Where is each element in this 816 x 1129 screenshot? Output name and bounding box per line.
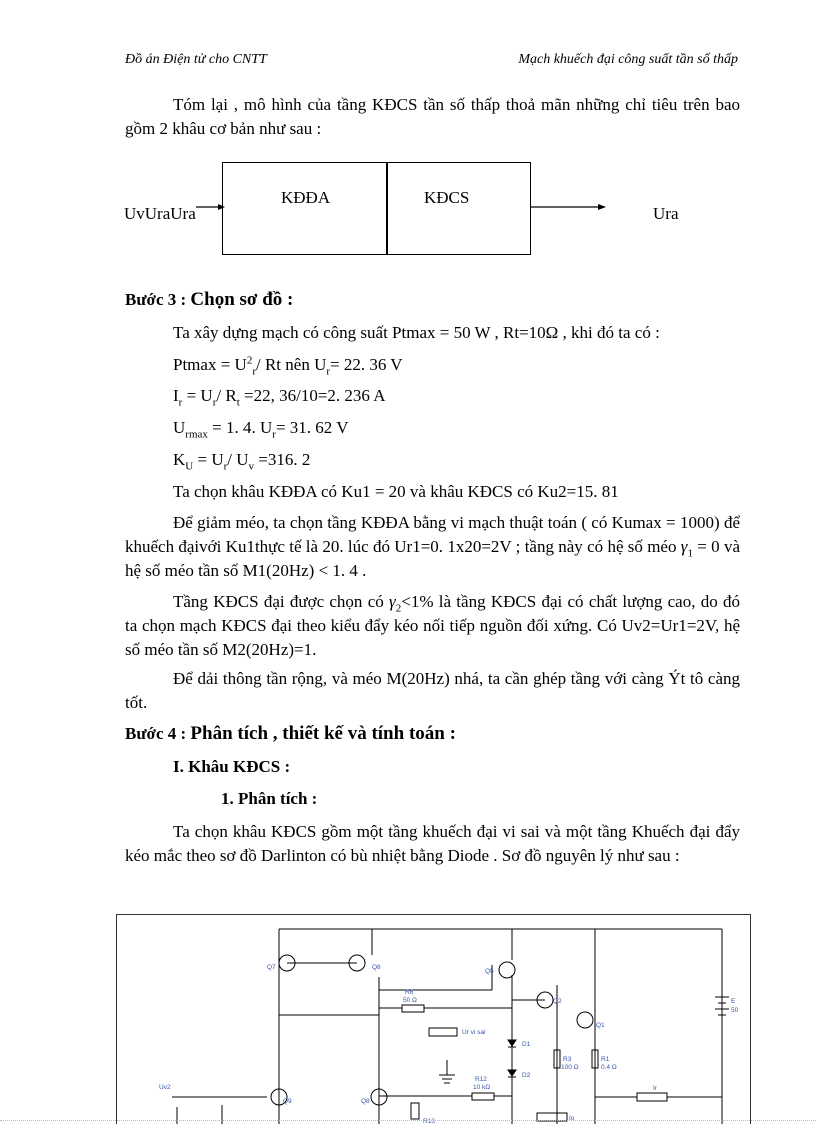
- label-q9: Q9: [283, 1098, 292, 1105]
- step3-paragraph-3: Để dải thông tần rộng, và méo M(20Hz) nhá, ta cần ghép tầng với càng Ýt tô càng tốt.: [125, 669, 740, 712]
- label-q7: Q7: [267, 964, 276, 971]
- label-r1-value: 0.4 Ω: [601, 1064, 617, 1071]
- label-r13: R13: [423, 1118, 435, 1124]
- label-r1: R1: [601, 1056, 610, 1063]
- block-kdcs: [386, 162, 531, 255]
- choose-line: Ta chọn khâu KĐĐA có Ku1 = 20 và khâu KĐCS có Ku2=15. 81: [173, 482, 619, 501]
- subsection-heading: 1. Phân tích :: [221, 789, 318, 808]
- header-left: Đồ án Điện tử cho CNTT: [125, 52, 267, 67]
- label-io: Io: [569, 1115, 575, 1122]
- block-kdcs-label: KĐCS: [424, 188, 470, 207]
- step3-prefix: Bước 3 :: [125, 290, 191, 309]
- label-q2: Q2: [553, 998, 562, 1005]
- input-label: UvUraUra: [124, 204, 196, 223]
- equation-ku: $K_U = U_r/$ $U_v =316$. 2: [173, 450, 311, 473]
- step4-heading: [125, 723, 456, 745]
- label-r3: R3: [563, 1056, 572, 1063]
- label-d2: D2: [522, 1072, 531, 1079]
- section-heading: I. Khâu KĐCS :: [173, 757, 291, 776]
- equation-urmax: $U_{rmax} = 1$. 4. $U_r= 31$. 62 V: [173, 418, 349, 441]
- label-q8b: Q8: [361, 1098, 370, 1105]
- header-right: Mạch khuếch đại công suất tần số thấp: [518, 52, 738, 67]
- step4-prefix: Bước 4 :: [125, 724, 191, 743]
- output-label: Ura: [653, 204, 679, 223]
- step3-intro: Ta xây dựng mạch có công suất Ptmax = 50 W , Rt=10Ω , khi đó ta có :: [173, 323, 660, 342]
- step3-paragraph-2: Tầng KĐCS đại được chọn có $\gamma_2<1\%$ là tầng KĐCS đại có chất lượng cao, do đó ta chọn mạch KĐCS đại theo kiểu đẩy kéo nối tiếp nguồn đối xứng. Có Uv2=Ur1=2V, hệ số méo tần số M2(20Hz)=1.: [125, 592, 740, 659]
- label-r6: R6: [405, 989, 414, 996]
- step3-title: Chọn sơ đồ :: [190, 289, 294, 310]
- page-bottom-edge: [0, 1120, 816, 1121]
- circuit-drawing: [117, 915, 750, 1124]
- step3-paragraph-1: Để giảm méo, ta chọn tầng KĐĐA bằng vi mạch thuật toán ( có Kumax = 1000) để khuếch đạivới Ku1thực tế là 20. lúc đó Ur1=0. 1x20=2V ; tầng này có hệ số méo $\gamma_1 = 0$ và hệ số méo tần số M1(20Hz) < 1. 4 .: [125, 513, 740, 580]
- label-q8: Q8: [372, 964, 381, 971]
- step4-title: Phân tích , thiết kế và tính toán :: [190, 723, 456, 744]
- label-ir: Ir: [653, 1085, 657, 1092]
- label-d1: D1: [522, 1041, 531, 1048]
- label-q5: Q5: [485, 968, 494, 975]
- label-r12-value: 10 kΩ: [473, 1084, 491, 1091]
- label-battery-value: 50: [731, 1007, 739, 1014]
- label-r12: R12: [475, 1076, 487, 1083]
- label-q1: Q1: [596, 1022, 605, 1029]
- diagram-arrows: [0, 0, 816, 300]
- step4-paragraph: Ta chọn khâu KĐCS gồm một tầng khuếch đại vi sai và một tầng Khuếch đại đẩy kéo mắc theo sơ đồ Darlinton có bù nhiệt bằng Diode . Sơ đồ nguyên lý như sau :: [125, 822, 740, 865]
- label-r3-value: 100 Ω: [561, 1064, 579, 1071]
- circuit-schematic: [116, 914, 751, 1124]
- label-battery: E: [731, 998, 736, 1005]
- equation-ir: $I_r = U_r/$ $R_t =22$, 36/10=2. 236 A: [173, 386, 386, 409]
- label-r6-value: 50 Ω: [403, 997, 417, 1004]
- label-uv2: Uv2: [159, 1084, 171, 1091]
- step3-heading: [125, 289, 293, 311]
- equation-ptmax: $Ptmax = U^2_r/$ Rt nên $U_r= 22$. 36 V: [173, 354, 403, 378]
- label-meter-visai: Ur vi sai: [462, 1029, 486, 1036]
- block-kdda: [222, 162, 388, 255]
- intro-paragraph: Tóm lại , mô hình của tầng KĐCS tần số thấp thoả mãn những chỉ tiêu trên bao gồm 2 khâu cơ bản như sau :: [125, 95, 740, 138]
- block-kdda-label: KĐĐA: [281, 188, 331, 207]
